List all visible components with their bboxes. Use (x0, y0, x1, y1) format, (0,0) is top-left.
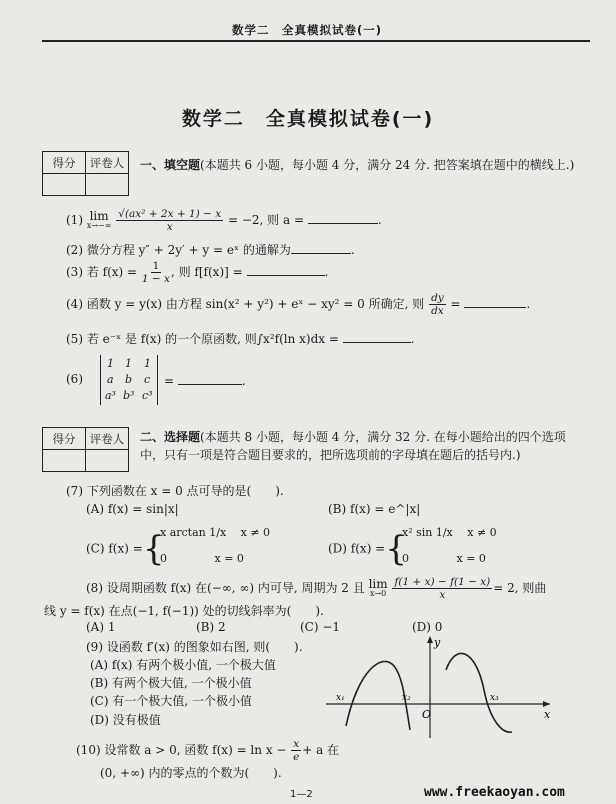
grader-label: 评卷人 (86, 428, 129, 450)
q6-determinant: 1 1 1 a b c a³ b³ c³ (100, 355, 158, 405)
q6-tail: = . (164, 374, 246, 388)
question-2: (2) 微分方程 y″ + 2y′ + y = eˣ 的通解为 . (66, 243, 355, 257)
q7-option-a[interactable]: (A) f(x) = sin|x| (86, 502, 179, 516)
q10-fraction: $\frac{x}{e}$ (293, 738, 300, 763)
score-label: 得分 (43, 152, 86, 174)
score-cell[interactable] (43, 450, 86, 472)
score-box-1 (42, 151, 129, 196)
q5-answer-blank[interactable] (343, 330, 411, 343)
question-3: (3) 若 f(x) = $\frac{1}{1 - x}$ , 则 f[f(x)] = . (66, 260, 329, 285)
x-axis-arrow (543, 701, 550, 707)
curve-right (446, 653, 512, 732)
q8-option-d[interactable]: (D) 0 (412, 620, 443, 634)
page-title: 数学二 全真模拟试卷(一) (181, 108, 435, 130)
q3-fraction: $\frac{1}{1 - x}$ (141, 260, 170, 285)
q8-option-a[interactable]: (A) 1 (86, 620, 116, 634)
grader-cell[interactable] (86, 174, 129, 196)
x2-label: x₂ (402, 693, 411, 703)
question-7-stem: (7) 下列函数在 x = 0 点可导的是( ). (66, 484, 284, 498)
q6-answer-blank[interactable] (178, 372, 242, 385)
header-rule (42, 40, 590, 42)
y-label: y (434, 636, 441, 649)
q9-option-b[interactable]: (B) 有两个极大值, 一个极小值 (90, 676, 252, 690)
y-axis-arrow (427, 636, 433, 643)
site-watermark[interactable]: www.freekaoyan.com (424, 785, 565, 800)
score-box-2 (42, 427, 129, 472)
q7-option-d[interactable]: (D) f(x) ={ (328, 529, 407, 569)
origin-label: O (422, 708, 432, 721)
q8-option-c[interactable]: (C) −1 (300, 620, 341, 634)
q1-fraction: $\frac{\text{√(ax² + 2x + 1) − x}}{x}$ (118, 208, 222, 233)
q8-fraction: $\frac{f(1 + x) - f(1 - x)}{x}$ (394, 576, 491, 601)
q7-c-top: x arctan 1/x x ≠ 0 (160, 526, 271, 539)
q9-option-d[interactable]: (D) 没有极值 (90, 713, 161, 727)
question-8-stem: (8) 设周期函数 f(x) 在(−∞, ∞) 内可导, 周期为 2 且 lim x→0 $\frac{f(1 + x) - f(1 - x)}{x}$ = 2, 则曲 (86, 576, 547, 601)
q7-option-b[interactable]: (B) f(x) = e^|x| (328, 502, 421, 516)
grader-label: 评卷人 (86, 152, 129, 174)
question-8-stem-2: 线 y = f(x) 在点(−1, f(−1)) 处的切线斜率为( ). (44, 604, 324, 618)
derivative-graph (318, 630, 558, 740)
score-cell[interactable] (43, 174, 86, 196)
q1-tail: = −2, 则 a = (227, 213, 308, 227)
question-5: (5) 若 e⁻ˣ 是 f(x) 的一个原函数, 则∫x²f(ln x)dx = . (66, 332, 415, 346)
question-9-stem: (9) 设函数 f′(x) 的图象如右图, 则( ). (86, 640, 303, 654)
q1-lim-sub: x→−∞ (86, 220, 112, 230)
x3-label: x₃ (490, 693, 499, 703)
q3-answer-blank[interactable] (247, 263, 325, 276)
score-label: 得分 (43, 428, 86, 450)
q9-option-c[interactable]: (C) 有一个极大值, 一个极小值 (90, 694, 252, 708)
q1-lim: lim (89, 208, 109, 223)
q7-option-c[interactable]: (C) f(x) ={ (86, 529, 165, 569)
page-number: 1—2 (290, 789, 313, 800)
q7-c-bottom: 0 x = 0 (160, 552, 244, 565)
q2-answer-blank[interactable] (291, 241, 351, 254)
x-label: x (544, 708, 551, 721)
question-6-number: (6) (66, 372, 83, 386)
section1-instruction: (本题共 6 小题，每小题 4 分，满分 24 分. 把答案填在题中的横线上.) (200, 158, 575, 172)
q4-answer-blank[interactable] (464, 295, 526, 308)
q7-d-bottom: 0 x = 0 (402, 552, 486, 565)
q1-answer-blank[interactable] (308, 211, 378, 224)
running-header: 数学二 全真模拟试卷(一) (232, 23, 383, 37)
section2-instruction: (本题共 8 小题，每小题 4 分，满分 32 分. 在每小题给出的四个选项中，只有一项是符合题目要求的，把所选项前的字母填在题后的括号内.) (140, 430, 566, 462)
question-10-stem-2: (0, +∞) 内的零点的个数为( ). (100, 766, 282, 780)
curve-left-arch (346, 661, 410, 730)
grader-cell[interactable] (86, 450, 129, 472)
section1-header (140, 156, 580, 174)
q1-number: (1) (66, 213, 83, 227)
q4-fraction: $\frac{dy}{dx}$ (431, 292, 444, 317)
question-1: (1) lim x→−∞ $\frac{\text{√(ax² + 2x + 1) − x}}{x}$ = −2, 则 a = . (66, 208, 382, 233)
section2-heading: 二、选择题 (140, 430, 201, 444)
q7-d-top: x² sin 1/x x ≠ 0 (402, 526, 497, 539)
question-4: (4) 函数 y = y(x) 由方程 sin(x² + y²) + eˣ − xy² = 0 所确定, 则 $\frac{dy}{dx}$ = . (66, 292, 531, 317)
section1-heading: 一、填空题 (140, 158, 201, 172)
section2-header (140, 428, 580, 464)
q9-option-a[interactable]: (A) f(x) 有两个极小值, 一个极大值 (90, 658, 276, 672)
q8-option-b[interactable]: (B) 2 (196, 620, 226, 634)
x1-label: x₁ (336, 693, 345, 703)
question-10-stem: (10) 设常数 a > 0, 函数 f(x) = ln x − $\frac{x}{e}$ + a 在 (76, 738, 340, 763)
